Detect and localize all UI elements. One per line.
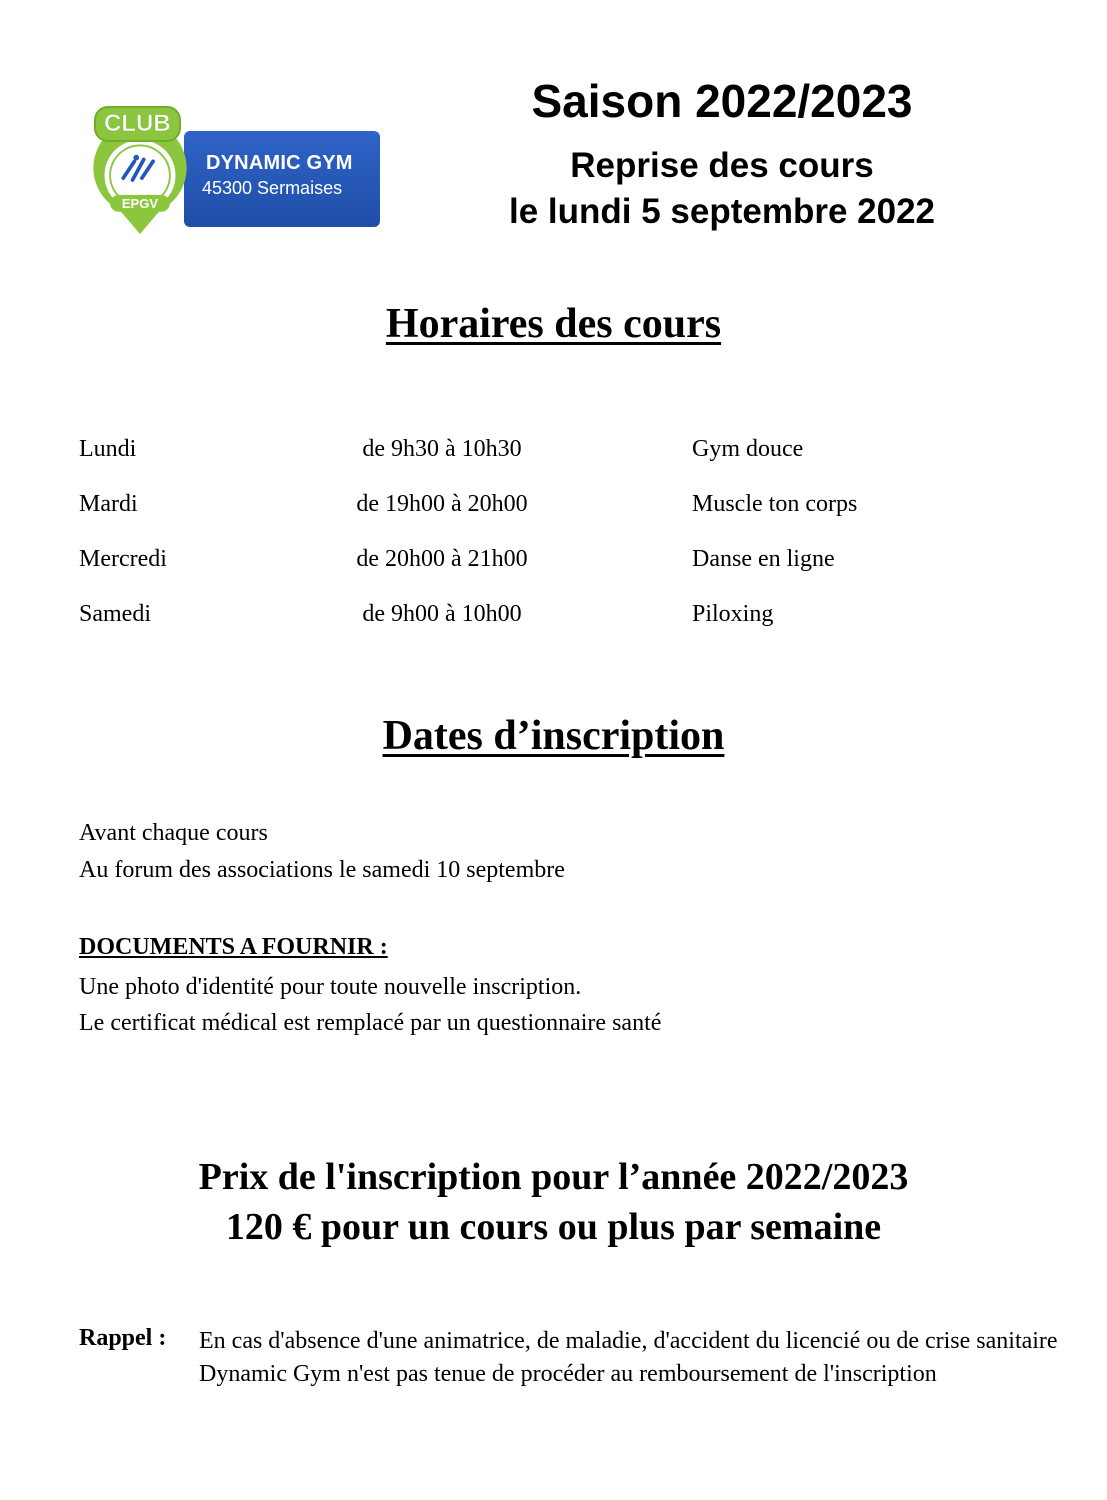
documents-heading: DOCUMENTS A FOURNIR : xyxy=(79,934,388,960)
schedule-time: de 9h30 à 10h30 xyxy=(362,436,522,462)
schedule-row xyxy=(0,546,1107,576)
schedule-class: Muscle ton corps xyxy=(692,491,858,517)
federation-label: EPGV xyxy=(121,196,159,211)
logo-club-city: 45300 Sermaises xyxy=(202,178,343,198)
schedule-title xyxy=(0,300,1107,348)
registration-date: Avant chaque cours xyxy=(79,820,268,846)
schedule-time: de 20h00 à 21h00 xyxy=(356,546,528,572)
schedule-time: de 9h00 à 10h00 xyxy=(362,601,522,627)
schedule-day: Lundi xyxy=(79,436,137,462)
schedule-day: Mercredi xyxy=(79,546,167,572)
price-amount: 120 € pour un cours ou plus par semaine xyxy=(225,1206,882,1248)
registration-title xyxy=(0,712,1107,760)
schedule-row xyxy=(0,601,1107,631)
resume-line-2: le lundi 5 septembre 2022 xyxy=(508,192,935,231)
schedule-row xyxy=(0,436,1107,466)
price-title: Prix de l'inscription pour l’année 2022/2023 xyxy=(198,1156,909,1198)
registration-date: Au forum des associations le samedi 10 septembre xyxy=(79,857,565,883)
schedule-class: Gym douce xyxy=(692,436,804,462)
registration-title-text: Dates d’inscription xyxy=(382,713,725,759)
season-title: Saison 2022/2023 xyxy=(531,75,913,127)
schedule-day: Mardi xyxy=(79,491,138,517)
schedule-class: Piloxing xyxy=(692,601,774,627)
reminder-label: Rappel : xyxy=(79,1325,167,1351)
schedule-time: de 19h00 à 20h00 xyxy=(356,491,528,517)
logo-club-name: DYNAMIC GYM xyxy=(206,152,353,174)
logo-club-label: CLUB xyxy=(104,110,171,137)
schedule-day: Samedi xyxy=(79,601,151,627)
resume-line-1: Reprise des cours xyxy=(570,146,874,185)
schedule-class: Danse en ligne xyxy=(692,546,835,572)
reminder-text: En cas d'absence d'une animatrice, de maladie, d'accident du licencié ou de crise sanitaire Dynamic Gym n'est pas tenue de procéder au remboursement de l'inscription xyxy=(199,1328,1058,1387)
schedule-title-text: Horaires des cours xyxy=(385,301,722,347)
schedule-row xyxy=(0,491,1107,521)
document-item: Une photo d'identité pour toute nouvelle inscription. xyxy=(79,974,582,1000)
document-item: Le certificat médical est remplacé par un questionnaire santé xyxy=(79,1010,662,1036)
club-logo xyxy=(84,104,384,244)
logo-club-badge xyxy=(94,106,181,142)
